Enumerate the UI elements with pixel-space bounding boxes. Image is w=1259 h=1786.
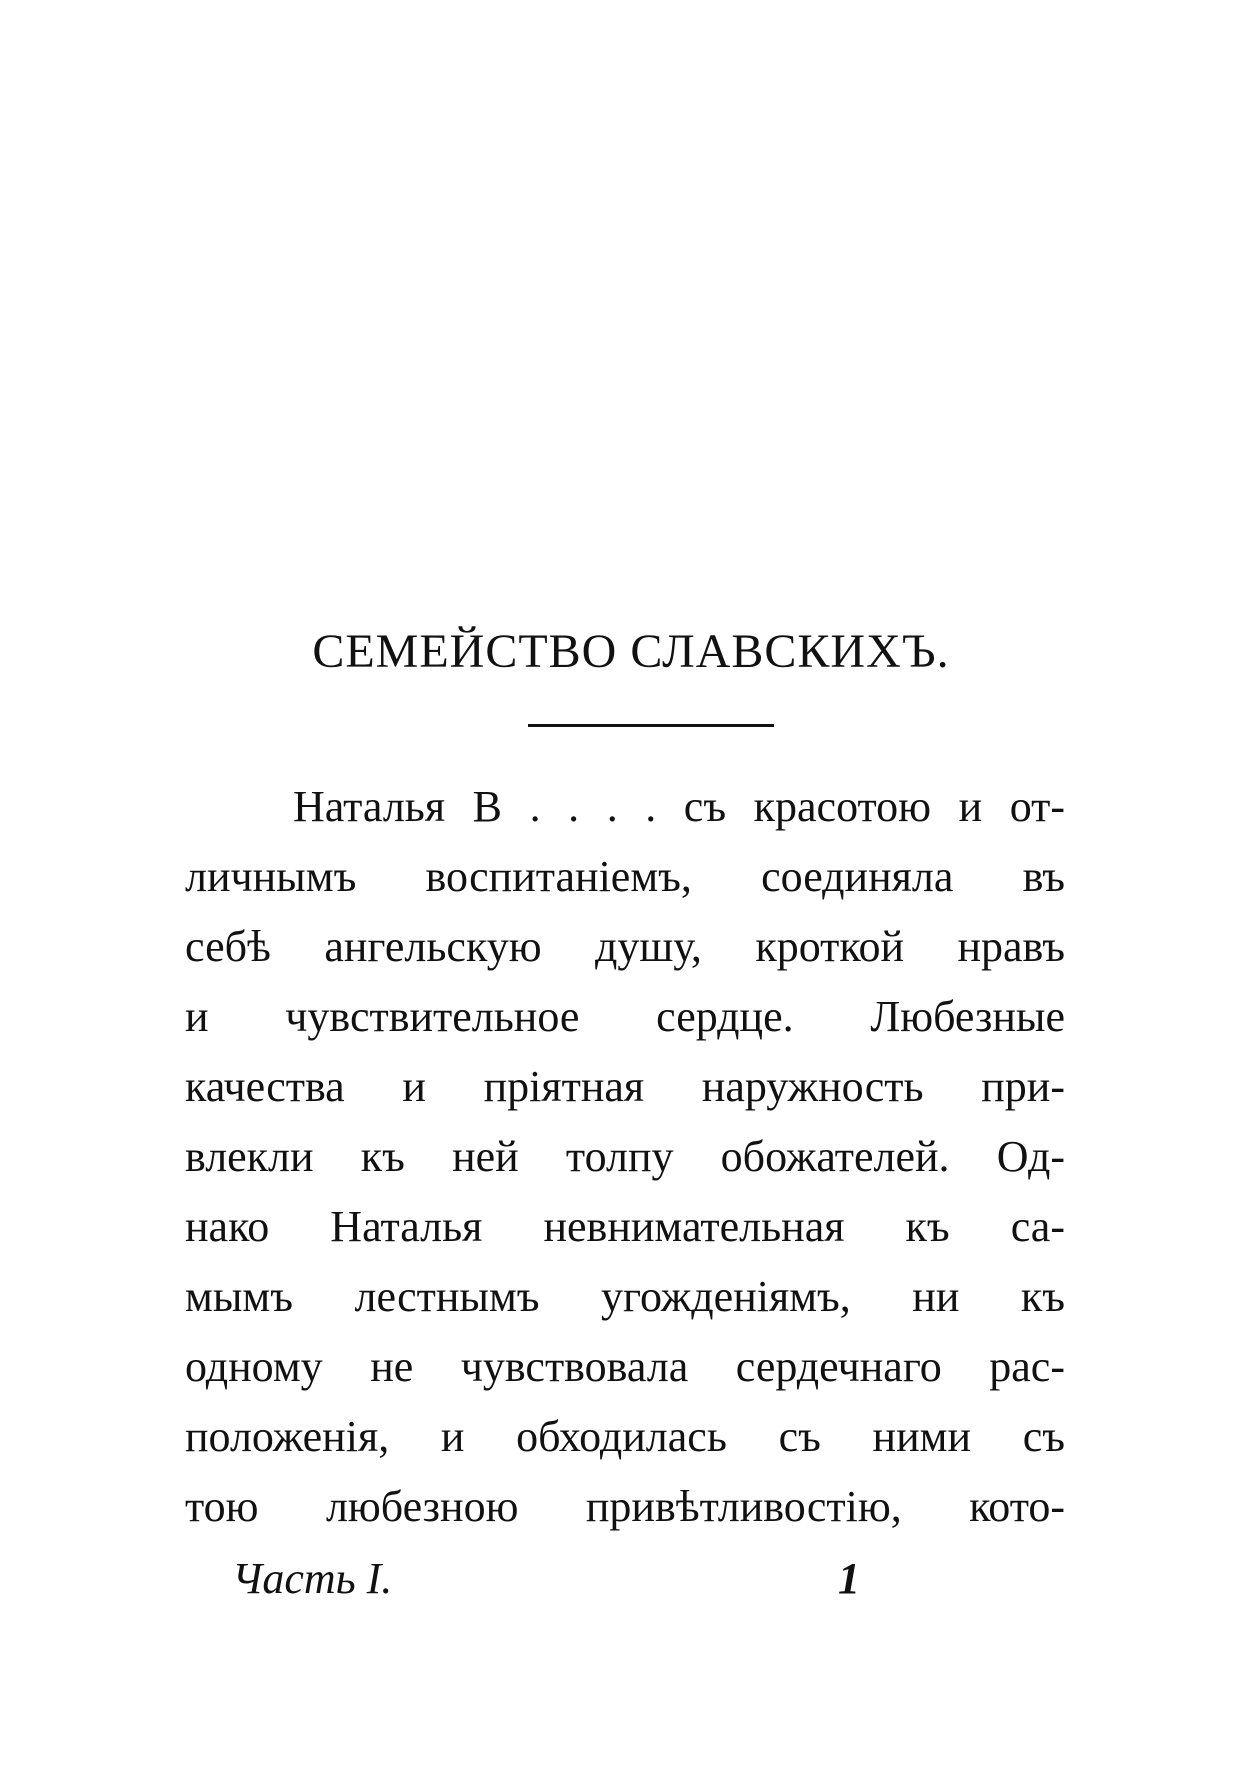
text-line-10: положенія, и обходилась съ ними съ	[185, 1412, 1065, 1461]
text-line-6: влекли къ ней толпу обожателей. Од-	[185, 1132, 1065, 1181]
text-line-9: одному не чувствовала сердечнаго рас-	[185, 1342, 1065, 1391]
text-line-1: Наталья В . . . . съ красотою и от-	[293, 782, 1065, 831]
body-text	[185, 772, 1065, 1542]
text-line-11: тою любезною привѣтливостію, кото-	[185, 1482, 1065, 1531]
text-line-3: себѣ ангельскую душу, кроткой нравъ	[185, 922, 1065, 971]
chapter-title: СЕМЕЙСТВО СЛАВСКИХЪ.	[312, 625, 950, 678]
text-line-5: качества и пріятная наружность при-	[185, 1062, 1065, 1111]
part-label: Часть I.	[232, 1554, 393, 1603]
text-line-7: нако Наталья невнимательная къ са-	[185, 1202, 1065, 1251]
page-footer	[232, 1548, 872, 1610]
text-line-4: и чувствительное сердце. Любезные	[185, 992, 1065, 1041]
page-number: 1	[838, 1554, 860, 1603]
text-line-8: мымъ лестнымъ угожденіямъ, ни къ	[185, 1272, 1065, 1321]
text-line-2: личнымъ воспитаніемъ, соединяла въ	[185, 852, 1065, 901]
title-divider	[528, 724, 774, 727]
